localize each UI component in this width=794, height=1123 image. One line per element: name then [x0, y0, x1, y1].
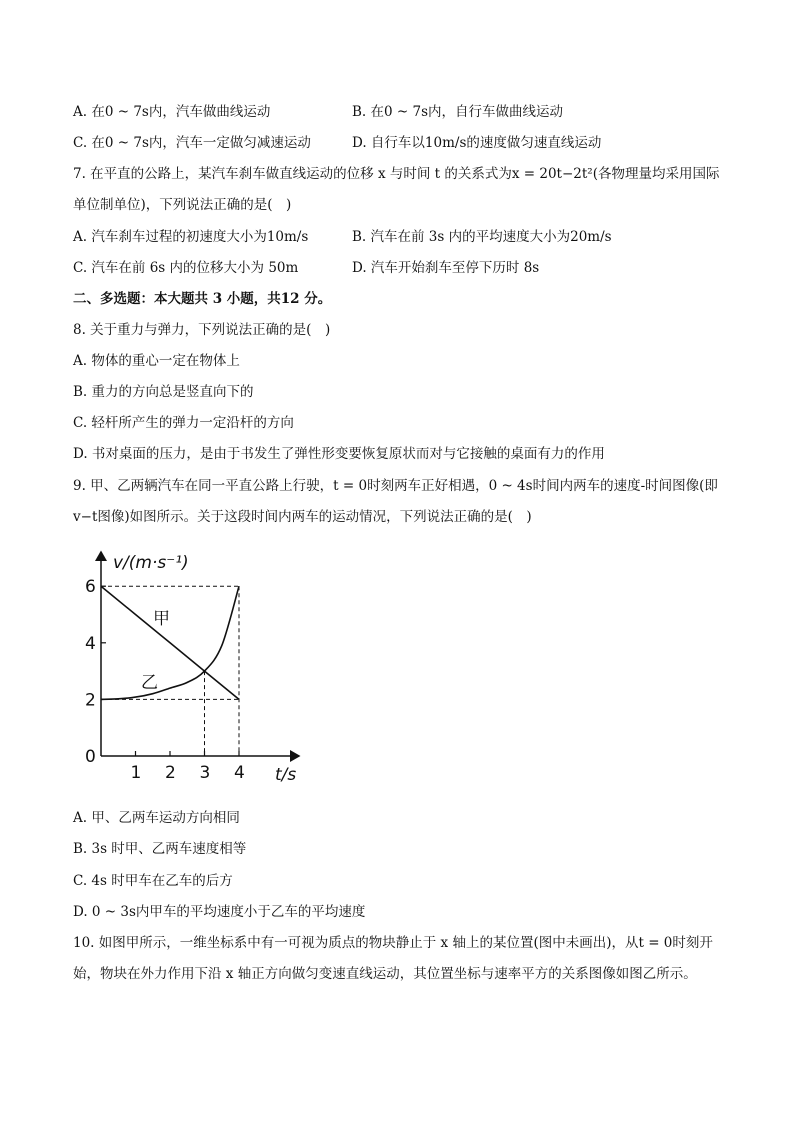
y-zero-label: 0	[85, 747, 96, 767]
q7-stem-line2: 单位制单位)，下列说法正确的是( )	[73, 197, 292, 213]
q10-stem-line1: 10. 如图甲所示，一维坐标系中有一可视为质点的物块静止于 x 轴上的某位置(图中未画出)，从t = 0时刻开	[73, 935, 713, 951]
y-axis-label: v/(m·s⁻¹)	[113, 553, 189, 573]
series-jia-line	[101, 586, 239, 699]
q8-option-d: D. 书对桌面的压力，是由于书发生了弹性形变要恢复原状而对与它接触的桌面有力的作用	[73, 446, 605, 462]
q8-option-c: C. 轻杆所产生的弹力一定沿杆的方向	[73, 415, 294, 431]
q9-option-a: A. 甲、乙两车运动方向相同	[73, 810, 240, 826]
q8-option-a: A. 物体的重心一定在物体上	[73, 353, 240, 369]
q6-option-c: C. 在0 ~ 7s内，汽车一定做匀减速运动	[73, 135, 311, 151]
q9-option-c: C. 4s 时甲车在乙车的后方	[73, 873, 233, 889]
chart-series	[101, 586, 239, 699]
series-label-yi: 乙	[141, 673, 158, 693]
q9-option-d: D. 0 ~ 3s内甲车的平均速度小于乙车的平均速度	[73, 904, 366, 920]
q10-stem-line2: 始，物块在外力作用下沿 x 轴正方向做匀变速直线运动，其位置坐标与速率平方的关系图像如图乙所示。	[73, 966, 697, 982]
q7-option-a: A. 汽车刹车过程的初速度大小为10m/s	[73, 229, 309, 245]
y-tick-label: 6	[85, 577, 96, 598]
x-tick-label: 1	[130, 763, 142, 783]
series-label-jia: 甲	[153, 609, 170, 629]
q9-stem-line2: v−t图像)如图所示。关于这段时间内两车的运动情况，下列说法正确的是( )	[73, 509, 532, 525]
q6-option-d: D. 自行车以10m/s的速度做匀速直线运动	[352, 135, 602, 151]
q6-option-a: A. 在0 ~ 7s内，汽车做曲线运动	[73, 104, 271, 120]
q8-stem: 8. 关于重力与弹力，下列说法正确的是( )	[73, 322, 331, 338]
y-tick-label: 2	[85, 690, 96, 711]
section-heading: 二、多选题：本大题共 3 小题，共12 分。	[73, 291, 332, 307]
x-tick-label: 2	[165, 763, 176, 783]
q7-option-c: C. 汽车在前 6s 内的位移大小为 50m	[73, 260, 299, 276]
q7-option-d: D. 汽车开始刹车至停下历时 8s	[352, 260, 540, 276]
q9-option-b: B. 3s 时甲、乙两车速度相等	[73, 841, 247, 857]
vt-chart	[73, 548, 323, 788]
q7-stem-line1: 7. 在平直的公路上，某汽车刹车做直线运动的位移 x 与时间 t 的关系式为x = 20t−2t²(各物理量均采用国际	[73, 166, 720, 182]
x-tick-label: 4	[234, 763, 245, 783]
q7-option-b: B. 汽车在前 3s 内的平均速度大小为20m/s	[352, 229, 612, 245]
q9-stem-line1: 9. 甲、乙两辆汽车在同一平直公路上行驶，t = 0时刻两车正好相遇，0 ~ 4s时间内两车的速度-时间图像(即	[73, 478, 718, 494]
y-tick-label: 4	[85, 633, 96, 654]
x-axis-label: t/s	[275, 765, 297, 785]
q6-option-b: B. 在0 ~ 7s内，自行车做曲线运动	[352, 104, 564, 120]
x-tick-label: 3	[199, 763, 211, 783]
chart-guides	[101, 586, 239, 756]
q8-option-b: B. 重力的方向总是竖直向下的	[73, 384, 254, 400]
